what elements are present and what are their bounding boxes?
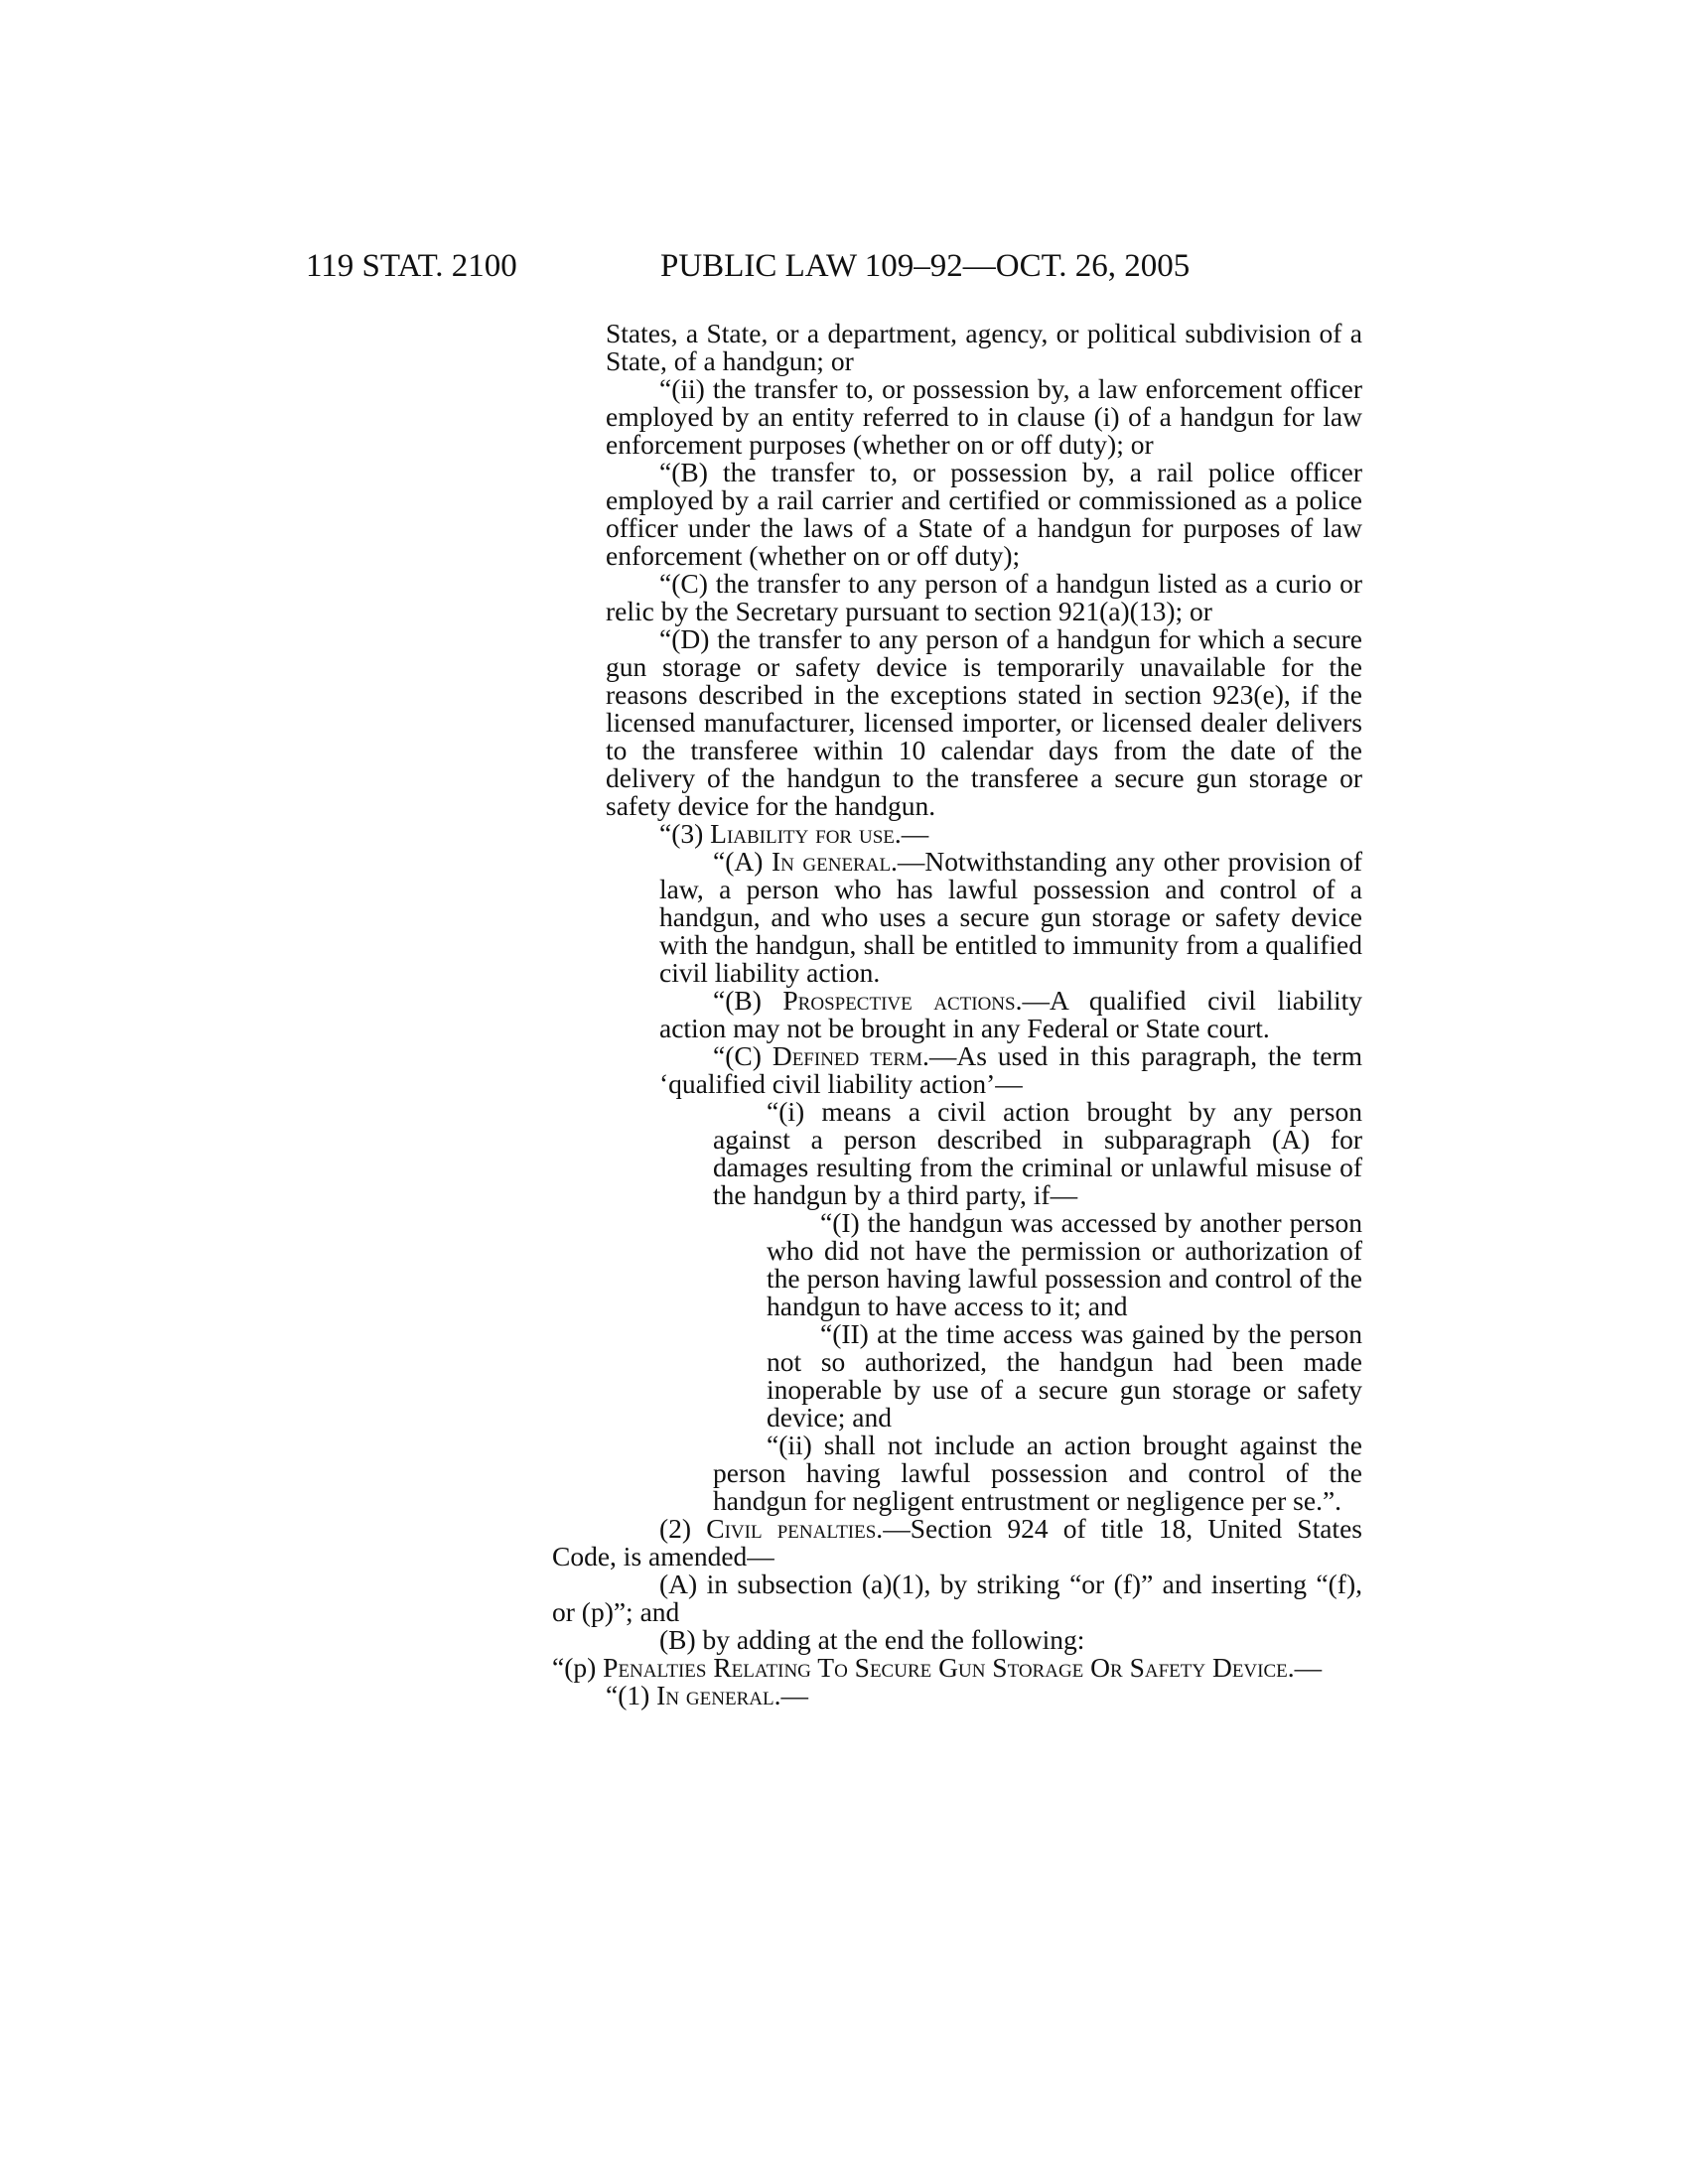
clause-3c-i	[713, 1098, 1362, 1209]
subparagraph-3a-text: —Notwithstanding any other provision of law, a person who has lawful possession and control of a handgun, and who uses a secure gun storage or safety device with the handgun, shall be entitled to immunity from a qualified civil liability action.	[659, 846, 1362, 988]
paragraph-3-suffix: —	[901, 818, 929, 849]
page-title: PUBLIC LAW 109–92—OCT. 26, 2005	[660, 248, 1191, 284]
subclause-I	[767, 1209, 1362, 1320]
subsection-p-heading-text: Penalties Relating To Secure Gun Storage Or Safety Device.	[603, 1652, 1295, 1683]
subparagraph-3c-prefix: “(C)	[713, 1040, 773, 1071]
statute-citation: 119 STAT. 2100	[306, 248, 517, 284]
subparagraph-3a-heading: In general.	[771, 846, 898, 877]
subparagraph-b: “(B) the transfer to, or possession by, a rail police officer employed by a rail carrier and certified or commissioned as a police officer under the laws of a State of a handgun for purposes of law enforcement (whether on or off duty);	[606, 457, 1362, 571]
subsection-p1-suffix: —	[780, 1680, 808, 1710]
clause-3c-ii	[713, 1432, 1362, 1515]
paragraph-3-prefix: “(3)	[659, 818, 711, 849]
subclause-I-text: “(I) the handgun was accessed by another person who did not have the permission or authorization of the person having lawful possession and control of the handgun to have access to it; and	[767, 1207, 1362, 1321]
subparagraph-d: “(D) the transfer to any person of a handgun for which a secure gun storage or safety device is temporarily unavailable for the reasons described in the exceptions stated in section 923(e), if the licensed manufacturer, licensed importer, or licensed dealer delivers to the transferee within 10 calendar days from the date of the delivery of the handgun to the transferee a secure gun storage or safety device for the handgun.	[606, 623, 1362, 821]
document-body	[552, 318, 1363, 1710]
paragraph-2-text: —Section 924 of title 18, United States Code, is amended—	[552, 1513, 1362, 1571]
paragraph-3-heading-text: Liability for use.	[710, 818, 902, 849]
subparagraph-3a-prefix: “(A)	[713, 846, 772, 877]
subparagraph-3c-text: —As used in this paragraph, the term ‘qualified civil liability action’—	[659, 1040, 1363, 1099]
subclause-II-text: “(II) at the time access was gained by the person not so authorized, the handgun had been made inoperable by use of a secure gun storage or safety device; and	[767, 1318, 1362, 1433]
subsection-p1-heading	[552, 1682, 1362, 1709]
clause-3c-i-text: “(i) means a civil action brought by any person against a person described in subparagraph (A) for damages resulting from the criminal or unlawful misuse of the handgun by a third party, if—	[713, 1096, 1362, 1210]
subparagraph-3b-heading: Prospective actions.	[782, 985, 1023, 1016]
subsection-p1-heading-text: In general.	[656, 1680, 781, 1710]
subparagraph-3c-heading: Defined term.	[772, 1040, 929, 1071]
paragraph-2-civil-penalties	[552, 1515, 1362, 1570]
subparagraph-3b-text: —A qualified civil liability action may not be brought in any Federal or State court.	[659, 985, 1362, 1043]
subsection-p-suffix: —	[1294, 1652, 1323, 1683]
paragraph-3-heading	[606, 820, 1362, 848]
subparagraph-3b	[659, 987, 1362, 1042]
subparagraph-c: “(C) the transfer to any person of a handgun listed as a curio or relic by the Secretary pursuant to section 921(a)(13); or	[606, 568, 1362, 626]
subparagraph-3b-prefix: “(B)	[713, 985, 783, 1016]
subclause-II	[767, 1320, 1362, 1432]
paragraph-2-heading: Civil penalties.	[706, 1513, 884, 1544]
amendment-a	[552, 1570, 1362, 1626]
subsection-p-prefix: “(p)	[552, 1652, 604, 1683]
amendment-b	[552, 1626, 1362, 1654]
subsection-p-heading	[498, 1654, 1362, 1682]
amendment-a-text: (A) in subsection (a)(1), by striking “or (f)” and inserting “(f), or (p)”; and	[552, 1569, 1362, 1627]
subparagraph-3c	[659, 1042, 1362, 1098]
clause-ii: “(ii) the transfer to, or possession by, a law enforcement officer employed by an entity referred to in clause (i) of a handgun for law enforcement purposes (whether on or off duty); or	[606, 373, 1362, 460]
subparagraph-3a	[659, 848, 1362, 987]
paragraph-continuation: States, a State, or a department, agency, or political subdivision of a State, of a handgun; or	[606, 318, 1362, 376]
clause-3c-ii-text: “(ii) shall not include an action brought against the person having lawful possession and control of the handgun for negligent entrustment or negligence per se.”.	[713, 1430, 1362, 1516]
subsection-p1-prefix: “(1)	[606, 1680, 657, 1710]
paragraph-2-prefix: (2)	[659, 1513, 707, 1544]
amendment-b-text: (B) by adding at the end the following:	[659, 1624, 1085, 1655]
